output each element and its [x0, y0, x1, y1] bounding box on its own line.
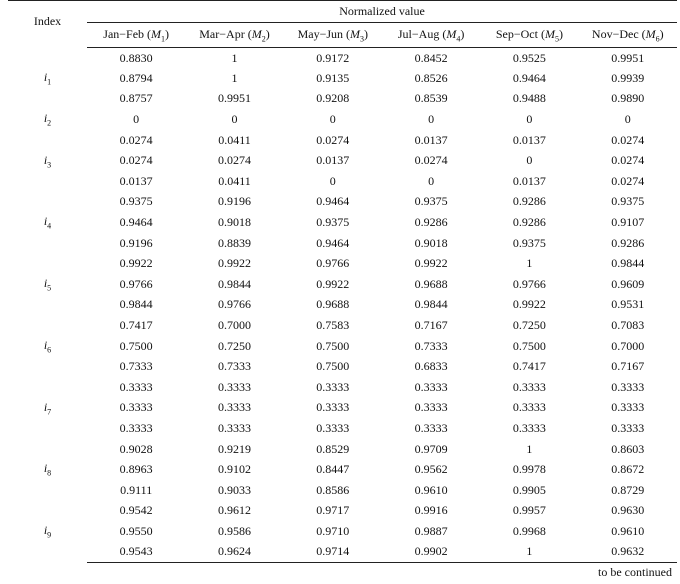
value-cell: 0.3333 [512, 379, 546, 394]
value-cell: 0.7000 [611, 338, 645, 353]
index-subscript: 3 [47, 159, 52, 169]
value-cell: 0.9922 [316, 276, 350, 291]
index-name: i [43, 111, 48, 126]
value-cell: 0.3333 [611, 400, 645, 415]
value-cell: 0.0137 [119, 173, 153, 188]
value-cell: 0.9172 [316, 50, 350, 65]
index-subscript: 9 [47, 530, 52, 540]
index-name: i [43, 399, 48, 414]
month-symbol-subscript: 5 [554, 34, 559, 44]
value-cell: 0.9464 [316, 235, 350, 250]
value-cell: 0.7417 [512, 359, 546, 374]
value-cell: 0.9033 [217, 482, 251, 497]
value-cell: 0.9887 [414, 523, 448, 538]
index-cell [8, 315, 87, 377]
value-cell: 1 [231, 50, 238, 65]
value-cell: 0.9717 [316, 503, 350, 518]
value-cell: 0.0274 [414, 153, 448, 168]
value-cell: 0.9135 [316, 70, 350, 85]
value-cell: 0.9957 [512, 503, 546, 518]
value-cell: 0 [526, 153, 533, 168]
value-cell: 0.7333 [414, 338, 448, 353]
month-symbol: M [251, 26, 262, 41]
value-cell: 0.0274 [119, 153, 153, 168]
value-cell: 0.9916 [414, 503, 448, 518]
value-cell: 0.7500 [119, 338, 153, 353]
value-cell: 0.9531 [611, 297, 645, 312]
index-name: i [43, 152, 48, 167]
value-cell: 0.9286 [611, 235, 645, 250]
value-cell: 0.9208 [316, 91, 350, 106]
value-cell: 0.3333 [217, 420, 251, 435]
month-range: Sep−Oct [495, 26, 538, 41]
value-cell: 0.9111 [120, 482, 153, 497]
month-range: Mar−Apr [199, 26, 245, 41]
month-column-header: Jul−Aug $(M_4)$ [382, 23, 480, 48]
value-cell: 0.9375 [611, 194, 645, 209]
month-symbol: M [151, 26, 162, 41]
month-symbol: M [446, 26, 457, 41]
value-cell: 0.0411 [218, 173, 251, 188]
index-subscript: 4 [47, 221, 52, 231]
month-symbol-subscript: 3 [360, 34, 365, 44]
value-cell: 0.9890 [611, 91, 645, 106]
value-cell: 0.9375 [316, 215, 350, 230]
value-cell: 0.7167 [414, 318, 448, 333]
table-row [8, 439, 677, 460]
value-cell: 0.3333 [611, 420, 645, 435]
value-cell: 0.9464 [119, 215, 153, 230]
value-cell: 0.3333 [414, 420, 448, 435]
month-range: Nov−Dec [591, 26, 639, 41]
value-cell: 0.3333 [611, 379, 645, 394]
value-cell: 0.9219 [217, 441, 251, 456]
index-name: i [43, 337, 48, 352]
value-cell: 0.3333 [217, 379, 251, 394]
value-cell: 0.9609 [611, 276, 645, 291]
value-cell: 0.9922 [512, 297, 546, 312]
value-cell: 0.9543 [87, 542, 185, 563]
value-cell: 0.9610 [611, 523, 645, 538]
value-cell: 0.0137 [316, 153, 350, 168]
index-name: i [43, 461, 48, 476]
table-row [8, 192, 677, 213]
value-cell: 0.9709 [414, 441, 448, 456]
value-cell: 0.8963 [119, 462, 153, 477]
value-cell: 0.9922 [119, 256, 153, 271]
value-cell: 0.3333 [217, 400, 251, 415]
value-cell: 0 [624, 112, 631, 127]
value-cell: 1 [526, 256, 533, 271]
month-header-row [8, 23, 677, 48]
value-cell: 0.9939 [611, 70, 645, 85]
value-cell: 0.9844 [611, 256, 645, 271]
value-cell: 0.9951 [611, 50, 645, 65]
value-cell: 0.7250 [217, 338, 251, 353]
value-cell: 0.8603 [611, 441, 645, 456]
value-cell: 0.3333 [316, 420, 350, 435]
table-row [8, 418, 677, 439]
continued-note: to be continued [598, 565, 672, 579]
value-cell: 0.9107 [611, 215, 645, 230]
index-cell [8, 48, 87, 110]
value-cell: 0.0274 [217, 153, 251, 168]
value-cell: 0.9922 [217, 256, 251, 271]
value-cell: 0.7500 [316, 359, 350, 374]
value-cell: 0.0274 [611, 153, 645, 168]
value-cell: 0.7167 [611, 359, 645, 374]
month-symbol-subscript: 1 [161, 34, 166, 44]
value-cell: 1 [526, 441, 533, 456]
value-cell: 0.9028 [119, 441, 153, 456]
value-cell: 0.0274 [316, 132, 350, 147]
index-subscript: 7 [47, 407, 52, 417]
index-name: i [43, 214, 48, 229]
table-row [8, 68, 677, 89]
month-range: Jan−Feb [103, 26, 145, 41]
value-cell: 0.3333 [119, 379, 153, 394]
index-cell [8, 439, 87, 501]
table-container [8, 0, 677, 563]
month-column-header: May−Jun $(M_3)$ [284, 23, 382, 48]
table-row [8, 130, 677, 151]
value-cell: 0.7250 [512, 318, 546, 333]
value-cell: 0.9612 [217, 503, 251, 518]
index-subscript: 1 [47, 77, 52, 87]
value-cell: 0.0274 [611, 132, 645, 147]
value-cell: 0.9018 [217, 215, 251, 230]
value-cell: 0.8830 [119, 50, 153, 65]
month-column-header: Nov−Dec $(M_6)$ [579, 23, 677, 48]
value-cell: 0.9375 [414, 194, 448, 209]
value-cell: 0.7500 [316, 338, 350, 353]
month-column-header: Mar−Apr $(M_2)$ [185, 23, 283, 48]
value-cell: 0 [133, 112, 140, 127]
index-subscript: 2 [47, 118, 52, 128]
value-cell: 0.0137 [512, 173, 546, 188]
value-cell: 0.9632 [579, 542, 677, 563]
value-cell: 0.9766 [316, 256, 350, 271]
value-cell: 0.7333 [217, 359, 251, 374]
table-row [8, 542, 677, 563]
index-name: i [43, 70, 48, 85]
month-column-header: Jan−Feb $(M_1)$ [87, 23, 185, 48]
value-cell: 0.9550 [119, 523, 153, 538]
month-symbol-subscript: 2 [261, 34, 266, 44]
value-cell: 0.3333 [119, 400, 153, 415]
value-cell: 0.0137 [414, 132, 448, 147]
value-cell: 0.9196 [119, 235, 153, 250]
value-cell: 0.9286 [414, 215, 448, 230]
value-cell: 0.9525 [512, 50, 546, 65]
value-cell: 0.9286 [512, 194, 546, 209]
normalized-value-table [8, 0, 677, 563]
table-body [8, 48, 677, 563]
value-cell: 0 [231, 112, 238, 127]
value-cell: 0.8757 [119, 91, 153, 106]
month-symbol: M [350, 26, 361, 41]
table-row [8, 295, 677, 316]
table-row [8, 356, 677, 377]
index-column-header: Index [8, 1, 87, 48]
value-cell: 0.7583 [316, 318, 350, 333]
value-cell: 0.9102 [217, 462, 251, 477]
value-cell: 0.9630 [611, 503, 645, 518]
value-cell: 0 [329, 112, 336, 127]
table-row [8, 89, 677, 110]
value-cell: 0.8529 [316, 441, 350, 456]
month-symbol: M [544, 26, 555, 41]
table-row [8, 459, 677, 480]
table-row [8, 274, 677, 295]
value-cell: 0.9488 [512, 91, 546, 106]
index-cell [8, 130, 87, 192]
value-cell: 0.9610 [414, 482, 448, 497]
value-cell: 0.9978 [512, 462, 546, 477]
value-cell: 0.9710 [316, 523, 350, 538]
value-cell: 0 [428, 112, 435, 127]
value-cell: 0.9844 [119, 297, 153, 312]
value-cell: 0.3333 [414, 379, 448, 394]
month-range: May−Jun [297, 26, 344, 41]
index-name: i [43, 523, 48, 538]
month-symbol-subscript: 4 [456, 34, 461, 44]
month-range: Jul−Aug [397, 26, 440, 41]
table-row [8, 521, 677, 542]
month-column-header: Sep−Oct $(M_5)$ [480, 23, 578, 48]
value-cell: 0.9542 [119, 503, 153, 518]
value-cell: 0.8729 [611, 482, 645, 497]
value-cell: 0.3333 [512, 400, 546, 415]
table-row [8, 171, 677, 192]
table-row [8, 501, 677, 522]
value-cell: 0.8452 [414, 50, 448, 65]
value-cell: 0.9586 [217, 523, 251, 538]
index-cell [8, 501, 87, 563]
value-cell: 0.9905 [512, 482, 546, 497]
value-cell: 0.9196 [217, 194, 251, 209]
value-cell: 0.9968 [512, 523, 546, 538]
table-row [8, 398, 677, 419]
value-cell: 0.9766 [512, 276, 546, 291]
index-cell [8, 377, 87, 439]
value-cell: 0 [428, 173, 435, 188]
value-cell: 0.9375 [119, 194, 153, 209]
value-cell: 0.6833 [414, 359, 448, 374]
index-name: i [43, 276, 48, 291]
table-row [8, 253, 677, 274]
table-row [8, 48, 677, 69]
value-cell: 0.8839 [217, 235, 251, 250]
value-cell: 0.9688 [414, 276, 448, 291]
index-cell [8, 192, 87, 254]
value-cell: 0.9018 [414, 235, 448, 250]
value-cell: 0.0274 [119, 132, 153, 147]
value-cell: 0.9464 [512, 70, 546, 85]
index-cell [8, 253, 87, 315]
value-cell: 0.9922 [414, 256, 448, 271]
value-cell: 0.0411 [218, 132, 251, 147]
value-cell: 0.9844 [217, 276, 251, 291]
value-cell: 0.3333 [512, 420, 546, 435]
value-cell: 0.0274 [611, 173, 645, 188]
value-cell: 0.3333 [414, 400, 448, 415]
value-cell: 0.7083 [611, 318, 645, 333]
month-symbol-subscript: 6 [655, 34, 660, 44]
value-cell: 0.3333 [316, 379, 350, 394]
value-cell: 0.9844 [414, 297, 448, 312]
value-cell: 0.8447 [316, 462, 350, 477]
value-cell: 0.9902 [382, 542, 480, 563]
index-subscript: 8 [47, 468, 52, 478]
value-cell: 0.7417 [119, 318, 153, 333]
value-cell: 0.7000 [217, 318, 251, 333]
value-cell: 0.9286 [512, 215, 546, 230]
value-cell: 0.9951 [217, 91, 251, 106]
value-cell: 0.9766 [119, 276, 153, 291]
value-cell: 0 [329, 173, 336, 188]
month-symbol: M [645, 26, 656, 41]
value-cell: 0.8672 [611, 462, 645, 477]
value-cell: 0.9624 [185, 542, 283, 563]
index-subscript: 6 [47, 345, 52, 355]
table-row [8, 336, 677, 357]
value-cell: 0.7500 [512, 338, 546, 353]
index-cell [8, 109, 87, 130]
value-cell: 0.8794 [119, 70, 153, 85]
value-cell: 0.9562 [414, 462, 448, 477]
value-cell: 0.8586 [316, 482, 350, 497]
normalized-value-header: Normalized value [87, 1, 677, 23]
value-cell: 0.3333 [119, 420, 153, 435]
table-row [8, 150, 677, 171]
value-cell: 0.8539 [414, 91, 448, 106]
value-cell: 1 [231, 70, 238, 85]
value-cell: 0.9766 [217, 297, 251, 312]
table-row [8, 315, 677, 336]
value-cell: 0.8526 [414, 70, 448, 85]
value-cell: 1 [480, 542, 578, 563]
value-cell: 0.9464 [316, 194, 350, 209]
value-cell: 0.9375 [512, 235, 546, 250]
value-cell: 0.0137 [512, 132, 546, 147]
index-subscript: 5 [47, 283, 52, 293]
table-row [8, 212, 677, 233]
value-cell: 0.7333 [119, 359, 153, 374]
table-row [8, 109, 677, 130]
table-row [8, 377, 677, 398]
table-row [8, 480, 677, 501]
value-cell: 0.9714 [284, 542, 382, 563]
table-row [8, 233, 677, 254]
value-cell: 0.3333 [316, 400, 350, 415]
value-cell: 0 [526, 112, 533, 127]
value-cell: 0.9688 [316, 297, 350, 312]
